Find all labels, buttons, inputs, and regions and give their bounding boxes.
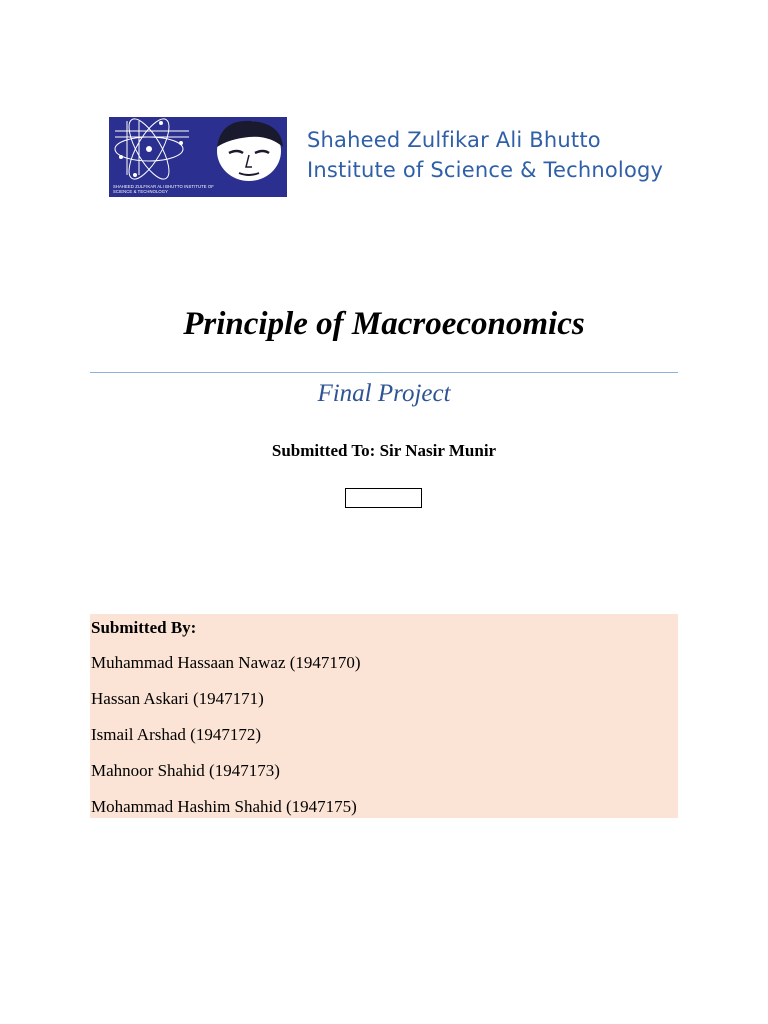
member-item: Muhammad Hassaan Nawaz (1947170): [91, 653, 361, 672]
member-item: Mahnoor Shahid (1947173): [91, 761, 280, 780]
member-item: Hassan Askari (1947171): [91, 689, 264, 708]
institute-logo: [109, 115, 709, 197]
submitted-by-box: [90, 614, 678, 818]
submitted-to-line: Submitted To: Sir Nasir Munir: [271, 441, 497, 460]
logo-emblem: [109, 117, 287, 197]
member-item: Ismail Arshad (1947172): [91, 725, 261, 744]
institute-name-line1: Shaheed Zulfikar Ali Bhutto: [307, 128, 601, 152]
institute-name-line2: Institute of Science & Technology: [307, 158, 664, 182]
member-item: Mohammad Hashim Shahid (1947175): [91, 797, 357, 816]
institute-name: [307, 125, 663, 185]
title-divider: [90, 372, 678, 373]
emblem-caption: SHAHEED ZULFIKAR ALI BHUTTO INSTITUTE OF SCIENCE & TECHNOLOGY: [113, 184, 214, 194]
submitted-by-heading: Submitted By:: [91, 618, 197, 637]
document-subtitle: Final Project: [317, 380, 451, 407]
document-title: Principle of Macroeconomics: [183, 306, 585, 342]
empty-text-box: [345, 488, 422, 508]
